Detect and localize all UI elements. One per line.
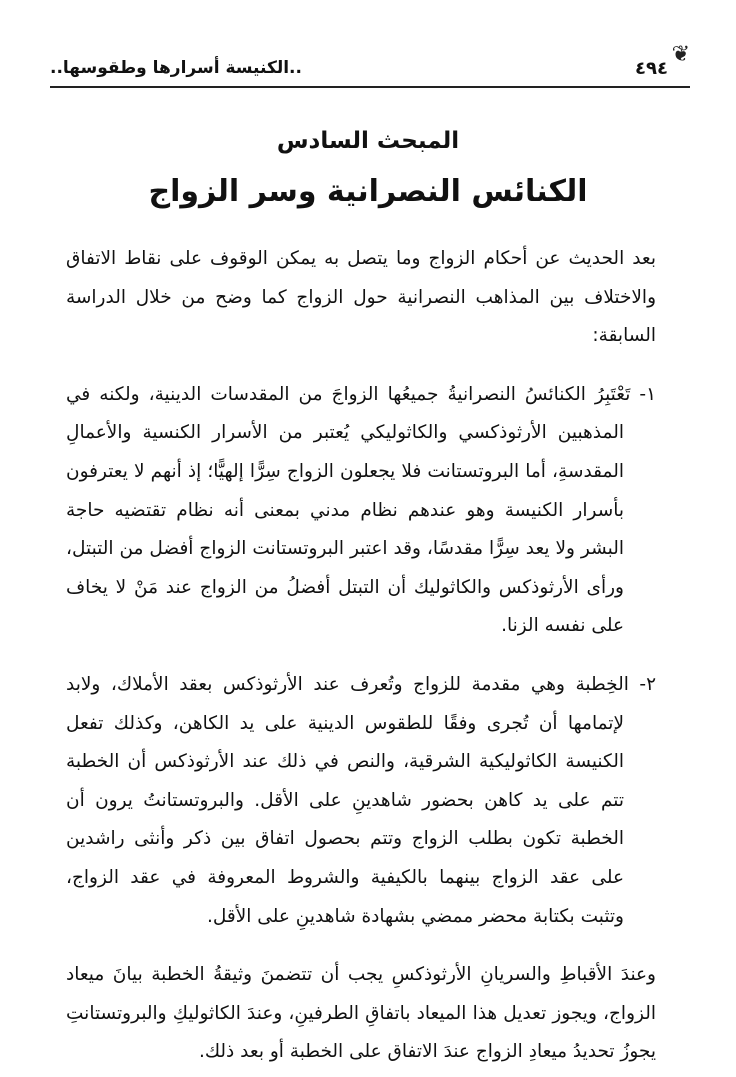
chapter-title: الكنائس النصرانية وسر الزواج <box>148 174 588 209</box>
floral-ornament-icon: ❦ <box>671 42 690 67</box>
running-title: ..الكنيسة أسرارها وطقوسها.. <box>50 58 302 78</box>
closing-paragraph: وعندَ الأقباطِ والسريانِ الأرثوذكسِ يجب أن تتضمنَ وثيقةُ الخطبة بيانَ ميعاد الزواج، ويجوز تعديل هذا الميعاد باتفاقِ الطرفينِ، وعندَ الكاثوليكِ والبروتستانتِ يجوزُ تحديدُ ميعادِ الزواج عندَ الاتفاق على الخطبة أو بعد ذلك. <box>66 964 656 1063</box>
header-divider <box>50 86 690 88</box>
numbered-point-1: ١- تَعْتَبِرُ الكنائسُ النصرانيةُ جميعُها الزواجَ من المقدسات الدينية، ولكنه في المذهبين الأرثوذكسي والكاثوليكي يُعتبر من الأسرار الكنسية والأعمالِ المقدسةِ، أما البروتستانت فلا يجعلون الزواج سِرًّا إلهيًّا؛ إذ أنهم لا يعترفون بأسرار الكنيسة وهو عندهم نظام مدني بمعنى أنه نظام تقتضيه حاجة البشر ولا يعد سِرًّا مقدسًا، وقد اعتبر البروتستانت الزواج أفضل من التبتل، ورأى الأرثوذكس والكاثوليك أن التبتل أفضلُ من الزواج عند مَنْ لا يخاف على نفسه الزنا. <box>66 383 656 637</box>
numbered-point-2: ٢- الخِطبة وهي مقدمة للزواج وتُعرف عند الأرثوذكس بعقد الأملاك، ولابد لإتمامها أن تُجرى وفقًا للطقوس الدينية على يد الكاهن، وكذلك تفعل الكنيسة الكاثوليكية الشرقية، والنص في ذلك عند الأرثوذكس أن الخطبة تتم على يد كاهن بحضور شاهدينِ على الأقل. والبروتستانتُ يرون أن الخطبة تكون بطلب الزواج وتتم بحصول اتفاق بين ذكر وأنثى راشدين على عقد الزواج بينهما بالكيفية والشروط المعروفة في عقد الزواج، وتثبت بكتابة محضر ممضي بشهادة شاهدينِ على الأقل. <box>66 673 656 927</box>
intro-paragraph: بعد الحديث عن أحكام الزواج وما يتصل به يمكن الوقوف على نقاط الاتفاق والاختلاف بين المذاهب النصرانية حول الزواج كما وضح من خلال الدراسة السابقة: <box>66 248 656 347</box>
section-label: المبحث السادس <box>276 128 460 154</box>
running-header <box>50 42 690 86</box>
body-text <box>66 240 656 1072</box>
page-number-ornament <box>620 42 690 84</box>
page-number: ٤٩٤ <box>635 58 668 79</box>
